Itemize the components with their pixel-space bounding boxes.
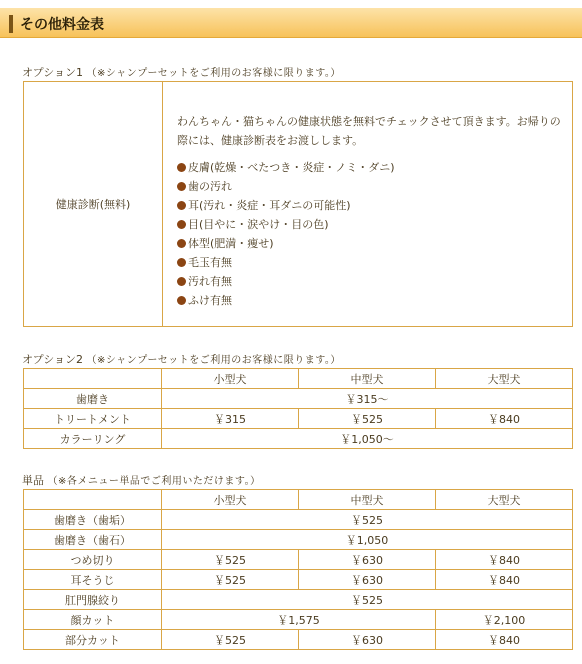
row-label: 肛門腺絞り (24, 590, 162, 610)
price-cell: ￥1,050～ (162, 429, 573, 449)
list-item: 歯の汚れ (177, 177, 564, 196)
option2-title: オプション2 (22, 353, 84, 366)
price-cell: ￥630 (299, 570, 436, 590)
price-cell: ￥525 (299, 409, 436, 429)
row-label: トリートメント (24, 409, 162, 429)
single-price-table (23, 489, 573, 650)
column-header-small: 小型犬 (162, 490, 299, 510)
option1-note: （※シャンプーセットをご利用のお客様に限ります。） (86, 68, 341, 79)
list-item: 毛玉有無 (177, 253, 564, 272)
option1-title: オプション1 (22, 66, 84, 79)
health-check-label: 健康診断(無料) (24, 82, 163, 327)
table-row (24, 590, 573, 610)
health-check-description: わんちゃん・猫ちゃんの健康状態を無料でチェックさせて頂きます。お帰りの際には、健康診断表をお渡しします。 (177, 115, 561, 147)
price-cell: ￥630 (299, 550, 436, 570)
bullet-icon (177, 220, 186, 229)
page-title: その他料金表 (20, 17, 104, 33)
list-item: 目(目やに・涙やけ・目の色) (177, 215, 564, 234)
column-header-medium: 中型犬 (299, 369, 436, 389)
option2-caption (22, 351, 341, 367)
table-row (24, 630, 573, 650)
row-label: つめ切り (24, 550, 162, 570)
option1-table (23, 81, 573, 327)
bullet-icon (177, 239, 186, 248)
table-header-row (24, 490, 573, 510)
price-cell: ￥630 (299, 630, 436, 650)
header-accent-bar (9, 15, 13, 33)
price-cell: ￥525 (162, 510, 573, 530)
bullet-icon (177, 277, 186, 286)
page-header (0, 8, 582, 38)
table-row (24, 570, 573, 590)
single-title: 単品 (22, 474, 44, 487)
table-row (24, 550, 573, 570)
price-cell: ￥315～ (162, 389, 573, 409)
price-cell: ￥525 (162, 590, 573, 610)
list-item: 耳(汚れ・炎症・耳ダニの可能性) (177, 196, 564, 215)
row-label: 歯磨き（歯垢） (24, 510, 162, 530)
price-cell: ￥525 (162, 630, 299, 650)
empty-header-cell (24, 369, 162, 389)
column-header-medium: 中型犬 (299, 490, 436, 510)
row-label: 顔カット (24, 610, 162, 630)
row-label: 耳そうじ (24, 570, 162, 590)
column-header-large: 大型犬 (436, 369, 573, 389)
table-row (24, 510, 573, 530)
price-cell: ￥840 (436, 570, 573, 590)
table-row (24, 409, 573, 429)
table-row (24, 610, 573, 630)
empty-header-cell (24, 490, 162, 510)
table-row (24, 82, 573, 327)
price-cell: ￥840 (436, 550, 573, 570)
table-row (24, 389, 573, 409)
table-row (24, 429, 573, 449)
option2-note: （※シャンプーセットをご利用のお客様に限ります。） (86, 355, 341, 366)
price-cell: ￥525 (162, 570, 299, 590)
table-header-row (24, 369, 573, 389)
row-label: 部分カット (24, 630, 162, 650)
list-item: 皮膚(乾燥・べたつき・炎症・ノミ・ダニ) (177, 158, 564, 177)
health-check-description-cell (163, 82, 573, 327)
option2-price-table (23, 368, 573, 449)
column-header-small: 小型犬 (162, 369, 299, 389)
price-cell: ￥315 (162, 409, 299, 429)
list-item: ふけ有無 (177, 291, 564, 310)
price-cell: ￥2,100 (436, 610, 573, 630)
option1-caption (22, 64, 341, 80)
bullet-icon (177, 201, 186, 210)
bullet-icon (177, 163, 186, 172)
row-label: 歯磨き（歯石） (24, 530, 162, 550)
list-item: 汚れ有無 (177, 272, 564, 291)
bullet-icon (177, 296, 186, 305)
price-cell: ￥840 (436, 630, 573, 650)
column-header-large: 大型犬 (436, 490, 573, 510)
price-cell: ￥525 (162, 550, 299, 570)
price-cell: ￥840 (436, 409, 573, 429)
bullet-icon (177, 182, 186, 191)
price-cell: ￥1,575 (162, 610, 436, 630)
price-cell: ￥1,050 (162, 530, 573, 550)
row-label: 歯磨き (24, 389, 162, 409)
check-items-list (177, 158, 564, 310)
single-caption (22, 472, 261, 488)
list-item: 体型(肥満・痩せ) (177, 234, 564, 253)
table-row (24, 530, 573, 550)
single-note: （※各メニュー単品でご利用いただけます。） (47, 476, 261, 487)
row-label: カラーリング (24, 429, 162, 449)
bullet-icon (177, 258, 186, 267)
